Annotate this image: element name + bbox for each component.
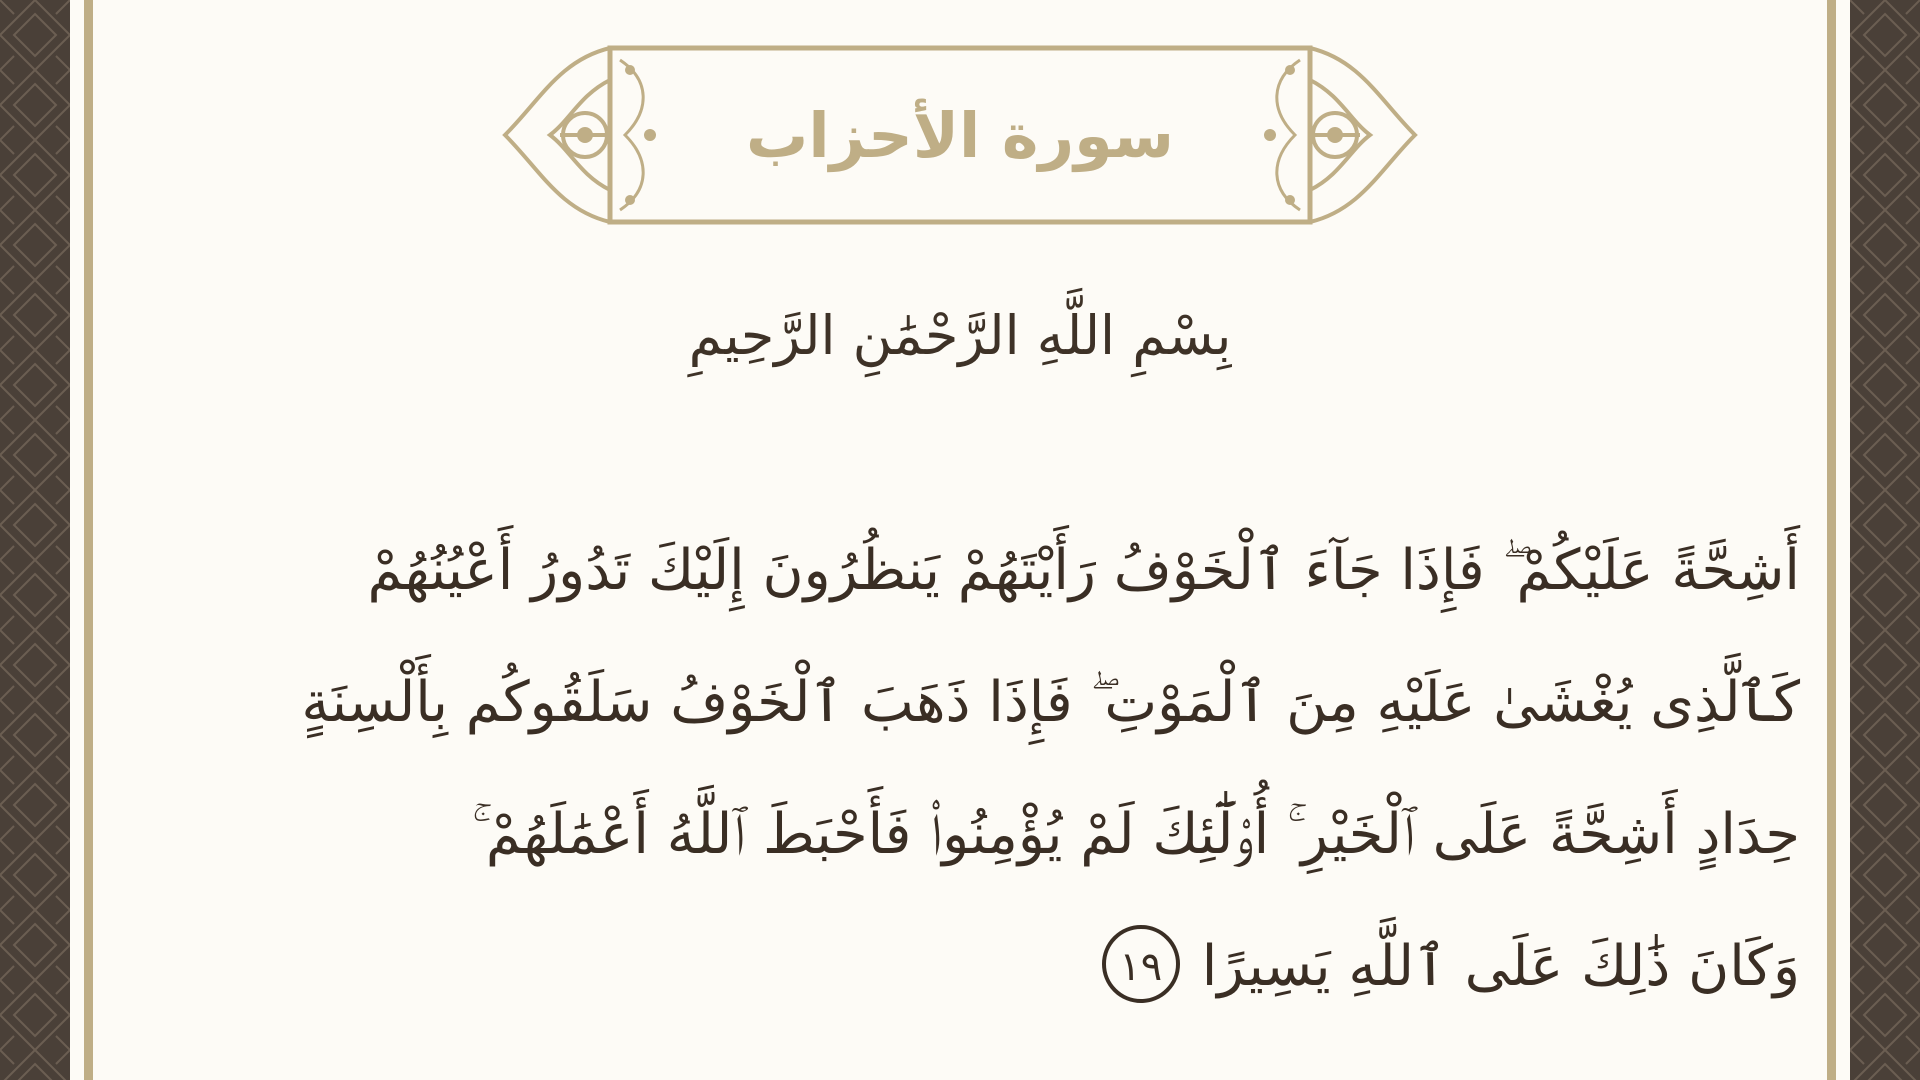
left-gold-rule — [84, 0, 93, 1080]
verse-text — [230, 505, 1800, 1033]
verse-line: أَشِحَّةً عَلَيْكُمْ ۖ فَإِذَا جَآءَ ٱلْخَوْفُ رَأَيْتَهُمْ يَنظُرُونَ إِلَيْكَ تَدُورُ أَعْيُنُهُمْ — [367, 538, 1800, 603]
left-ornamental-border — [0, 0, 70, 1080]
verse-line-last — [230, 901, 1800, 1033]
right-gold-rule — [1827, 0, 1836, 1080]
verse-line: كَٱلَّذِى يُغْشَىٰ عَلَيْهِ مِنَ ٱلْمَوْتِ ۖ فَإِذَا ذَهَبَ ٱلْخَوْفُ سَلَقُوكُم بِأَلْسِنَةٍ — [301, 670, 1800, 735]
surah-title-banner — [500, 40, 1420, 230]
basmala-calligraphy: بِسْمِ اللَّهِ الرَّحْمَٰنِ الرَّحِيمِ — [688, 303, 1232, 367]
verse-line-text: وَكَانَ ذَٰلِكَ عَلَى ٱللَّهِ يَسِيرًا — [1201, 934, 1800, 999]
verse-line: حِدَادٍ أَشِحَّةً عَلَى ٱلْخَيْرِ ۚ أُو۟لَٰٓئِكَ لَمْ يُؤْمِنُوا۟ فَأَحْبَطَ ٱللَّهُ أَعْمَٰلَهُمْ ۚ — [471, 802, 1800, 867]
right-ornamental-border — [1850, 0, 1920, 1080]
surah-title: سورة الأحزاب — [746, 98, 1174, 172]
verse-number-marker: ١٩ — [1102, 925, 1180, 1003]
